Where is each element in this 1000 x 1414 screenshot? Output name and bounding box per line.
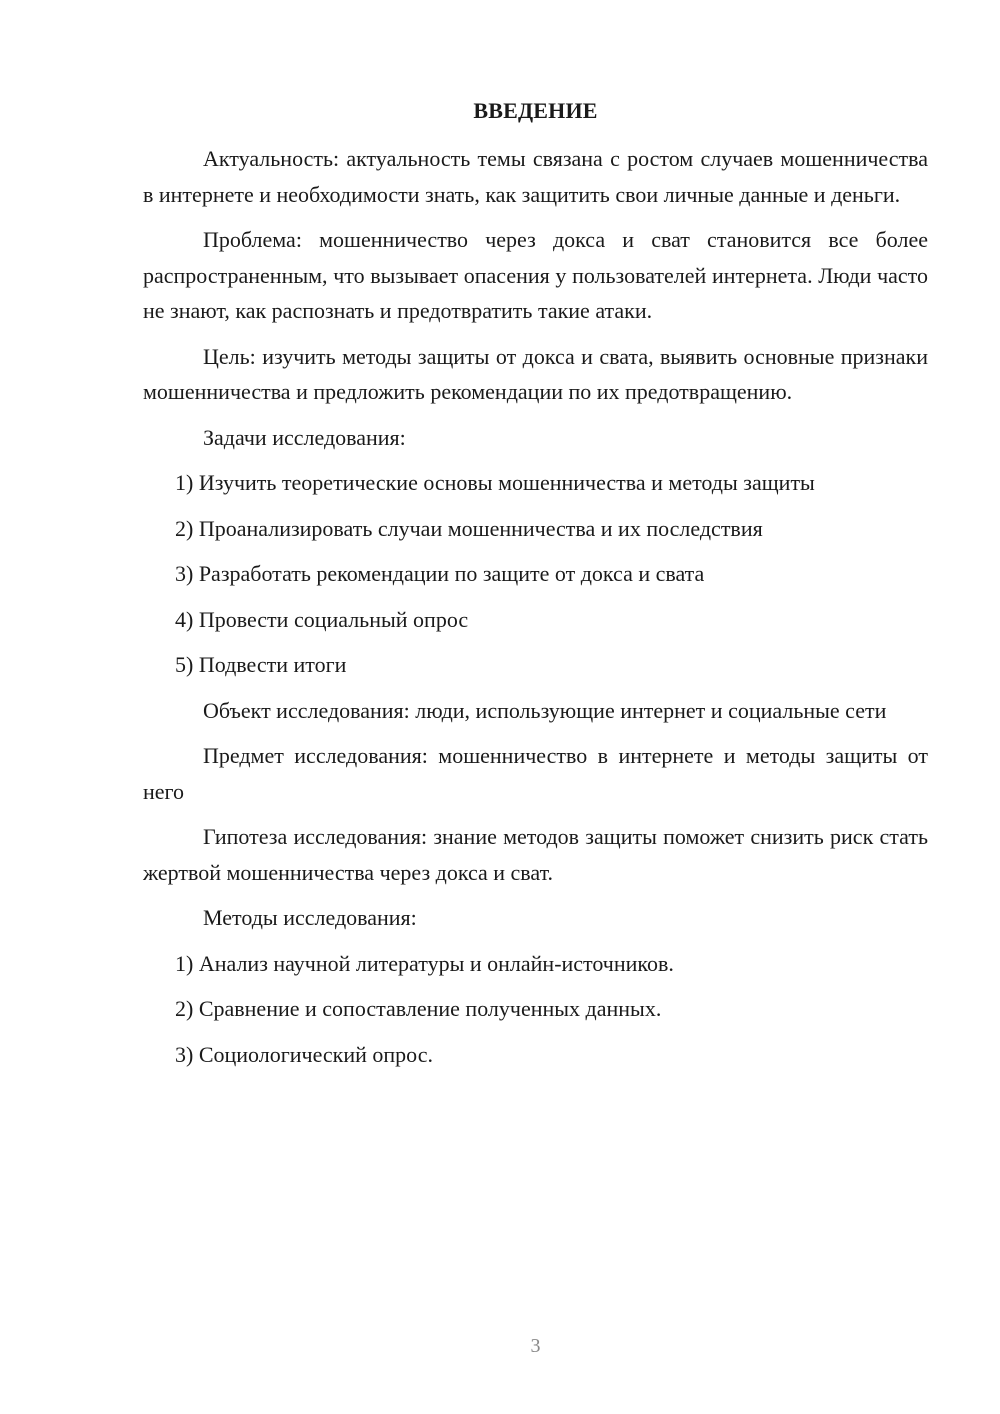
list-item: 2) Проанализировать случаи мошенничества и их последствия: [175, 515, 763, 541]
tasks-list: [143, 465, 928, 683]
paragraph-subject: Предмет исследования: мошенничество в интернете и методы защиты от него: [143, 743, 928, 804]
paragraph-hypothesis: Гипотеза исследования: знание методов защиты поможет снизить риск стать жертвой мошенничества через докса и сват.: [143, 824, 928, 885]
list-item: 3) Разработать рекомендации по защите от докса и свата: [175, 561, 705, 586]
document-page: [143, 0, 928, 1414]
page-title: ВВЕДЕНИЕ: [473, 98, 598, 123]
methods-heading: Методы исследования:: [203, 905, 417, 930]
tasks-heading: Задачи исследования:: [203, 424, 406, 450]
methods-list: [143, 946, 928, 1073]
list-item: 5) Подвести итоги: [175, 652, 347, 677]
list-item: 2) Сравнение и сопоставление полученных данных.: [175, 996, 662, 1021]
list-item: 1) Анализ научной литературы и онлайн-источников.: [175, 950, 674, 976]
list-item: 3) Социологический опрос.: [175, 1041, 433, 1067]
paragraph-object: Объект исследования: люди, использующие интернет и социальные сети: [203, 697, 887, 723]
list-item: 1) Изучить теоретические основы мошенничества и методы защиты: [175, 470, 815, 495]
document-body: [143, 141, 928, 1082]
page-number: 3: [530, 1335, 541, 1357]
paragraph-goal: Цель: изучить методы защиты от докса и свата, выявить основные признаки мошенничества и предложить рекомендации по их предотвращению.: [143, 343, 928, 404]
paragraph-problem: Проблема: мошенничество через докса и сват становится все более распространенным, что вызывает опасения у пользователей интернета. Люди часто не знают, как распознать и предотвратить такие атаки.: [143, 227, 928, 323]
paragraph-relevance: Актуальность: актуальность темы связана с ростом случаев мошенничества в интернете и необходимости знать, как защитить свои личные данные и деньги.: [143, 146, 928, 207]
list-item: 4) Провести социальный опрос: [175, 606, 469, 632]
